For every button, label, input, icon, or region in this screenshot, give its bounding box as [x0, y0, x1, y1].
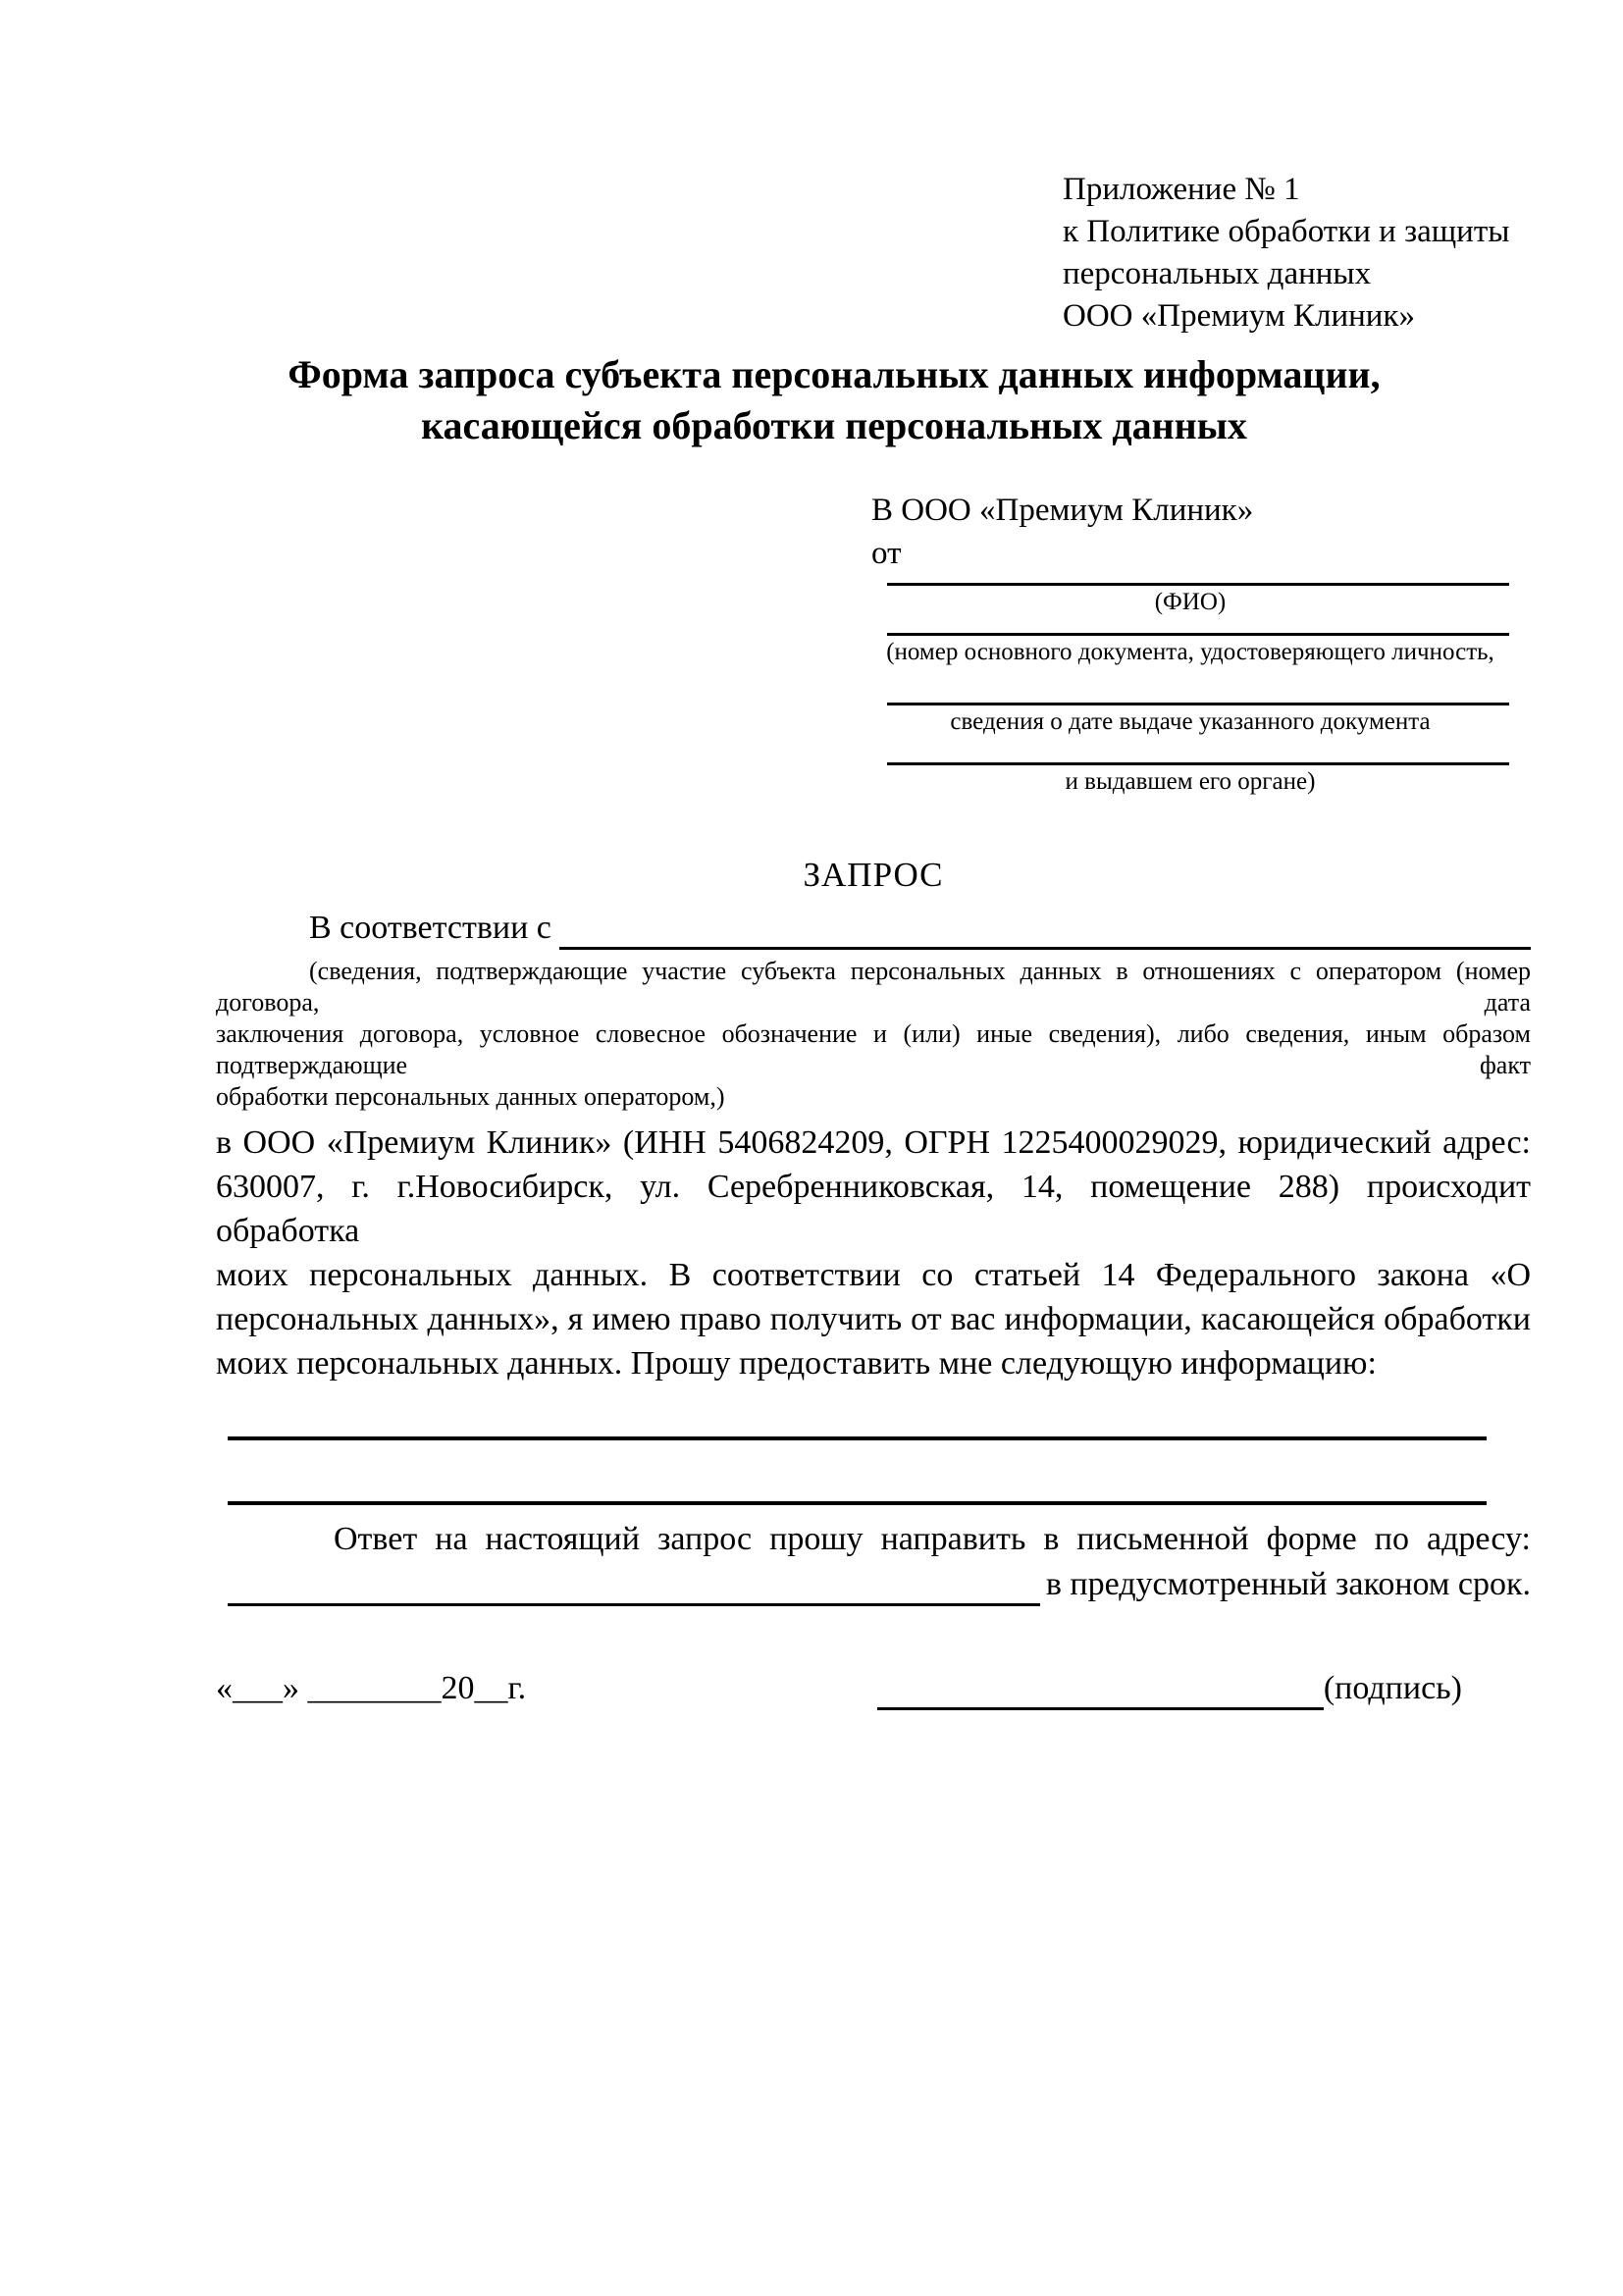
accordance-fill-line — [559, 908, 1531, 950]
doc-number-fill-line — [887, 617, 1509, 636]
fio-fill-line — [887, 575, 1509, 586]
document-title-line2: касающейся обработки персональных данных — [421, 403, 1247, 447]
footnote-line: заключения договора, условное словесное обозначение и (или) иные сведения), либо сведения, иным образом подтверждающие факт — [216, 1019, 1531, 1079]
reply-term-text: в предусмотренный законом срок. — [1045, 1566, 1531, 1602]
signature-caption: (подпись) — [1323, 1670, 1462, 1706]
reply-address-line: Ответ на настоящий запрос прошу направить в письменной форме по адресу: — [334, 1521, 1531, 1557]
doc-date-caption: сведения о дате выдаче указанного документа — [950, 708, 1431, 735]
accordance-footnote — [216, 956, 1531, 1113]
date-fill-text: «___» ________20__г. — [216, 1670, 527, 1706]
appendix-reference-block — [1063, 169, 1509, 338]
signature-cell — [877, 1667, 1462, 1710]
appendix-number: Приложение № 1 — [1063, 172, 1300, 207]
addressee-from-label: от — [871, 536, 902, 571]
body-line: моих персональных данных. Прошу предоставить мне следующую информацию: — [216, 1345, 1377, 1382]
doc-issuer-fill-line — [887, 737, 1509, 765]
footnote-line: обработки персональных данных оператором,) — [216, 1082, 725, 1111]
doc-number-caption: (номер основного документа, удостоверяющего личность, — [886, 639, 1494, 665]
accordance-label: В соответствии с — [309, 910, 551, 946]
doc-date-fill-line — [887, 667, 1509, 705]
footnote-line: (сведения, подтверждающие участие субъекта персональных данных в отношениях с оператором (номер договора, дата — [216, 957, 1531, 1017]
signature-fill-line — [877, 1670, 1324, 1710]
information-fill-line-2 — [228, 1501, 1487, 1505]
address-fill-line — [228, 1564, 1040, 1606]
information-fill-line-1 — [228, 1436, 1487, 1440]
request-body-paragraph — [216, 1121, 1531, 1385]
doc-issuer-caption: и выдавшем его органе) — [1065, 768, 1316, 795]
date-signature-row — [216, 1667, 1531, 1710]
body-line: моих персональных данных. В соответствии со статьей 14 Федерального закона «О — [216, 1257, 1531, 1293]
addressee-block — [871, 489, 1509, 797]
fio-caption: (ФИО) — [1154, 589, 1227, 615]
accordance-row — [216, 905, 1531, 950]
body-line: персональных данных», я имею право получить от вас информации, касающейся обработки — [216, 1301, 1531, 1337]
appendix-company: ООО «Премиум Клиник» — [1063, 298, 1415, 334]
request-section — [216, 854, 1531, 1710]
body-line: 630007, г. г.Новосибирск, ул. Серебренниковская, 14, помещение 288) происходит обработка — [216, 1169, 1531, 1249]
document-title — [177, 349, 1492, 451]
addressee-to: В ООО «Премиум Клиник» — [871, 493, 1254, 528]
reply-address-fill-row — [216, 1561, 1531, 1606]
document-title-line1: Форма запроса субъекта персональных данных информации, — [288, 352, 1381, 396]
body-line: в ООО «Премиум Клиник» (ИНН 5406824209, ОГРН 1225400029029, юридический адрес: — [216, 1124, 1531, 1161]
request-heading: ЗАПРОС — [803, 856, 944, 894]
appendix-policy-line1: к Политике обработки и защиты — [1063, 214, 1510, 249]
appendix-policy-line2: персональных данных — [1063, 256, 1372, 291]
